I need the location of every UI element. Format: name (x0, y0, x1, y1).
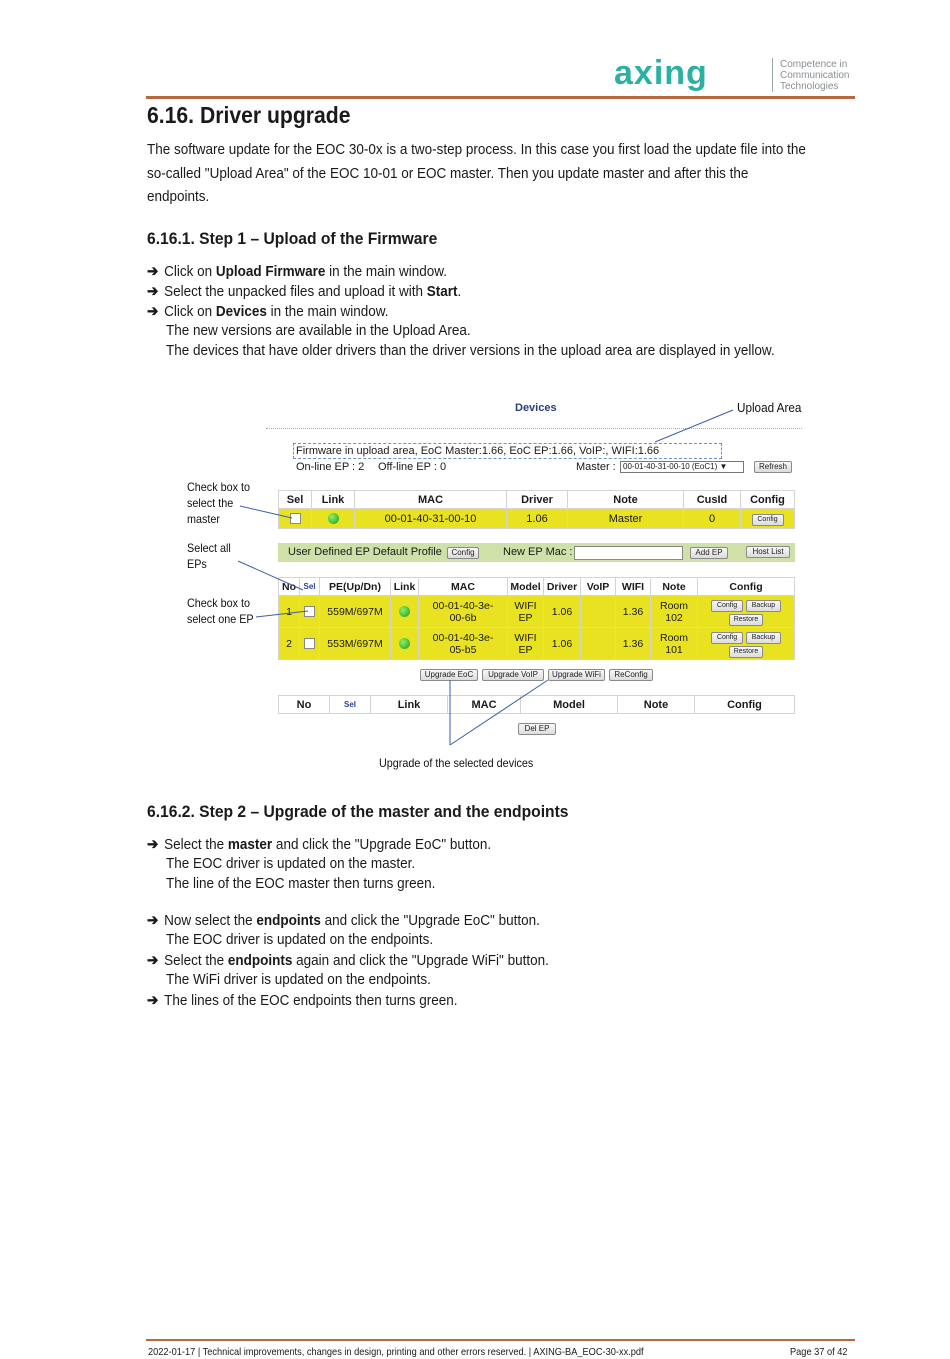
step2-note: The EOC driver is updated on the endpoints. (166, 931, 434, 948)
page-number: Page 37 of 42 (790, 1346, 848, 1358)
step1-item: ➔ Click on Devices in the main window. (147, 303, 389, 320)
intro-line: The software update for the EOC 30-0x is a two-step process. In this case you first load the update file into the (147, 141, 806, 158)
master-config-button[interactable]: Config (752, 514, 784, 526)
callout-master-checkbox: Check box to select the master (187, 480, 251, 526)
tagline-line: Technologies (780, 81, 839, 92)
select-all-eps[interactable]: Sel (300, 578, 320, 596)
figure-devices-title: Devices (515, 402, 557, 414)
master-table: Sel Link MAC Driver Note CusId Config 00-01-40-31-00-10 1.06 Master 0 Config (278, 490, 795, 529)
callout-line (238, 561, 303, 590)
reconfig-button[interactable]: ReConfig (609, 669, 653, 681)
step1-note: The new versions are available in the Upload Area. (166, 322, 471, 339)
chevron-down-icon: ▼ (719, 462, 728, 471)
footer-text: 2022-01-17 | Technical improvements, changes in design, printing and other errors reserved. | AXING-BA_EOC-30-xx.pdf (148, 1346, 644, 1358)
step2-item: ➔ Select the endpoints again and click the "Upgrade WiFi" button. (147, 952, 549, 969)
callout-line (240, 506, 292, 518)
ep-config-button[interactable]: Config (711, 632, 743, 644)
step2-note: The WiFi driver is updated on the endpoints. (166, 971, 431, 988)
ep-row: 1 559M/697M 00-01-40-3e- 00-6b WIFI EP 1.06 1.36 Room 102 Config Backup Restore (279, 596, 795, 628)
offline-ep-count: Off-line EP : 0 (378, 461, 447, 473)
callout-line (655, 410, 733, 442)
ep-backup-button[interactable]: Backup (746, 632, 781, 644)
upgrade-wifi-button[interactable]: Upgrade WiFi (548, 669, 605, 681)
refresh-button[interactable]: Refresh (754, 461, 792, 473)
ep-table: No Sel PE(Up/Dn) Link MAC Model Driver VoIP WIFI Note Config 1 559M/697M 00-01-40-3e- 00-6b WIFI EP 1.06 1.36 Room 102 Config Backup Restore 2 553M/697M 00-01-40-3e- 05-b5 WIFI EP 1.06 1.36 Room 101 Config Backup Restore (278, 577, 795, 660)
firmware-upload-area: Firmware in upload area, EoC Master:1.66, EoC EP:1.66, VoIP:, WIFI:1.66 (293, 443, 722, 459)
intro-line: so-called "Upload Area" of the EOC 10-01 or EOC master. Then you update master and after this the (147, 164, 749, 182)
ep-restore-button[interactable]: Restore (729, 614, 763, 626)
step2-item: ➔ The lines of the EOC endpoints then turns green. (147, 992, 458, 1009)
profile-config-button[interactable]: Config (447, 547, 479, 559)
callout-select-all: Select all EPs (187, 541, 231, 571)
ep-row: 2 553M/697M 00-01-40-3e- 05-b5 WIFI EP 1.06 1.36 Room 101 Config Backup Restore (279, 628, 795, 660)
arrow-right-icon: ➔ (147, 992, 159, 1009)
intro-line: endpoints. (147, 188, 210, 205)
arrow-right-icon: ➔ (147, 912, 159, 929)
callout-line (450, 680, 548, 745)
arrow-right-icon: ➔ (147, 303, 159, 320)
tagline-line: Competence in (780, 59, 848, 70)
del-ep-button[interactable]: Del EP (518, 723, 556, 735)
step2-note: The line of the EOC master then turns green. (166, 875, 436, 892)
step1-item: ➔ Click on Upload Firmware in the main window. (147, 263, 447, 280)
new-ep-mac-label: New EP Mac : (503, 546, 573, 558)
profile-label: User Defined EP Default Profile (288, 546, 442, 558)
add-ep-button[interactable]: Add EP (690, 547, 728, 559)
arrow-right-icon: ➔ (147, 836, 159, 853)
step2-item: ➔ Select the master and click the "Upgrade EoC" button. (147, 836, 492, 853)
master-row: 00-01-40-31-00-10 1.06 Master 0 Config (279, 509, 795, 529)
upgrade-eoc-button[interactable]: Upgrade EoC (420, 669, 478, 681)
ep-config-button[interactable]: Config (711, 600, 743, 612)
callout-line (256, 611, 308, 617)
callout-upload-area: Upload Area (737, 400, 802, 415)
ep-restore-button[interactable]: Restore (729, 646, 763, 658)
step2-note: The EOC driver is updated on the master. (166, 855, 416, 872)
arrow-right-icon: ➔ (147, 283, 159, 300)
footer-rule (146, 1339, 855, 1341)
step2-item: ➔ Now select the endpoints and click the "Upgrade EoC" button. (147, 912, 540, 929)
step1-item: ➔ Select the unpacked files and upload it with Start. (147, 283, 462, 300)
offline-ep-table: No Sel Link MAC Model Note Config (278, 695, 795, 714)
step2-title: 6.16.2. Step 2 – Upgrade of the master and the endpoints (147, 802, 569, 821)
master-label: Master : (576, 461, 616, 473)
step1-title: 6.16.1. Step 1 – Upload of the Firmware (147, 229, 438, 248)
callout-one-ep: Check box to select one EP (187, 596, 254, 626)
tagline-line: Communication (780, 70, 850, 81)
host-list-button[interactable]: Host List (746, 546, 790, 558)
online-ep-count: On-line EP : 2 (296, 461, 365, 473)
upgrade-voip-button[interactable]: Upgrade VoIP (482, 669, 544, 681)
callout-upgrade-selected: Upgrade of the selected devices (379, 756, 534, 770)
master-select[interactable]: 00-01-40-31-00-10 (EoC1) ▼ (620, 461, 744, 473)
arrow-right-icon: ➔ (147, 952, 159, 969)
section-title: 6.16. Driver upgrade (147, 102, 351, 128)
arrow-right-icon: ➔ (147, 263, 159, 280)
step1-note: The devices that have older drivers than the driver versions in the upload area are displayed in yellow. (166, 342, 775, 359)
ep-backup-button[interactable]: Backup (746, 600, 781, 612)
logo-text: axing (614, 58, 708, 92)
